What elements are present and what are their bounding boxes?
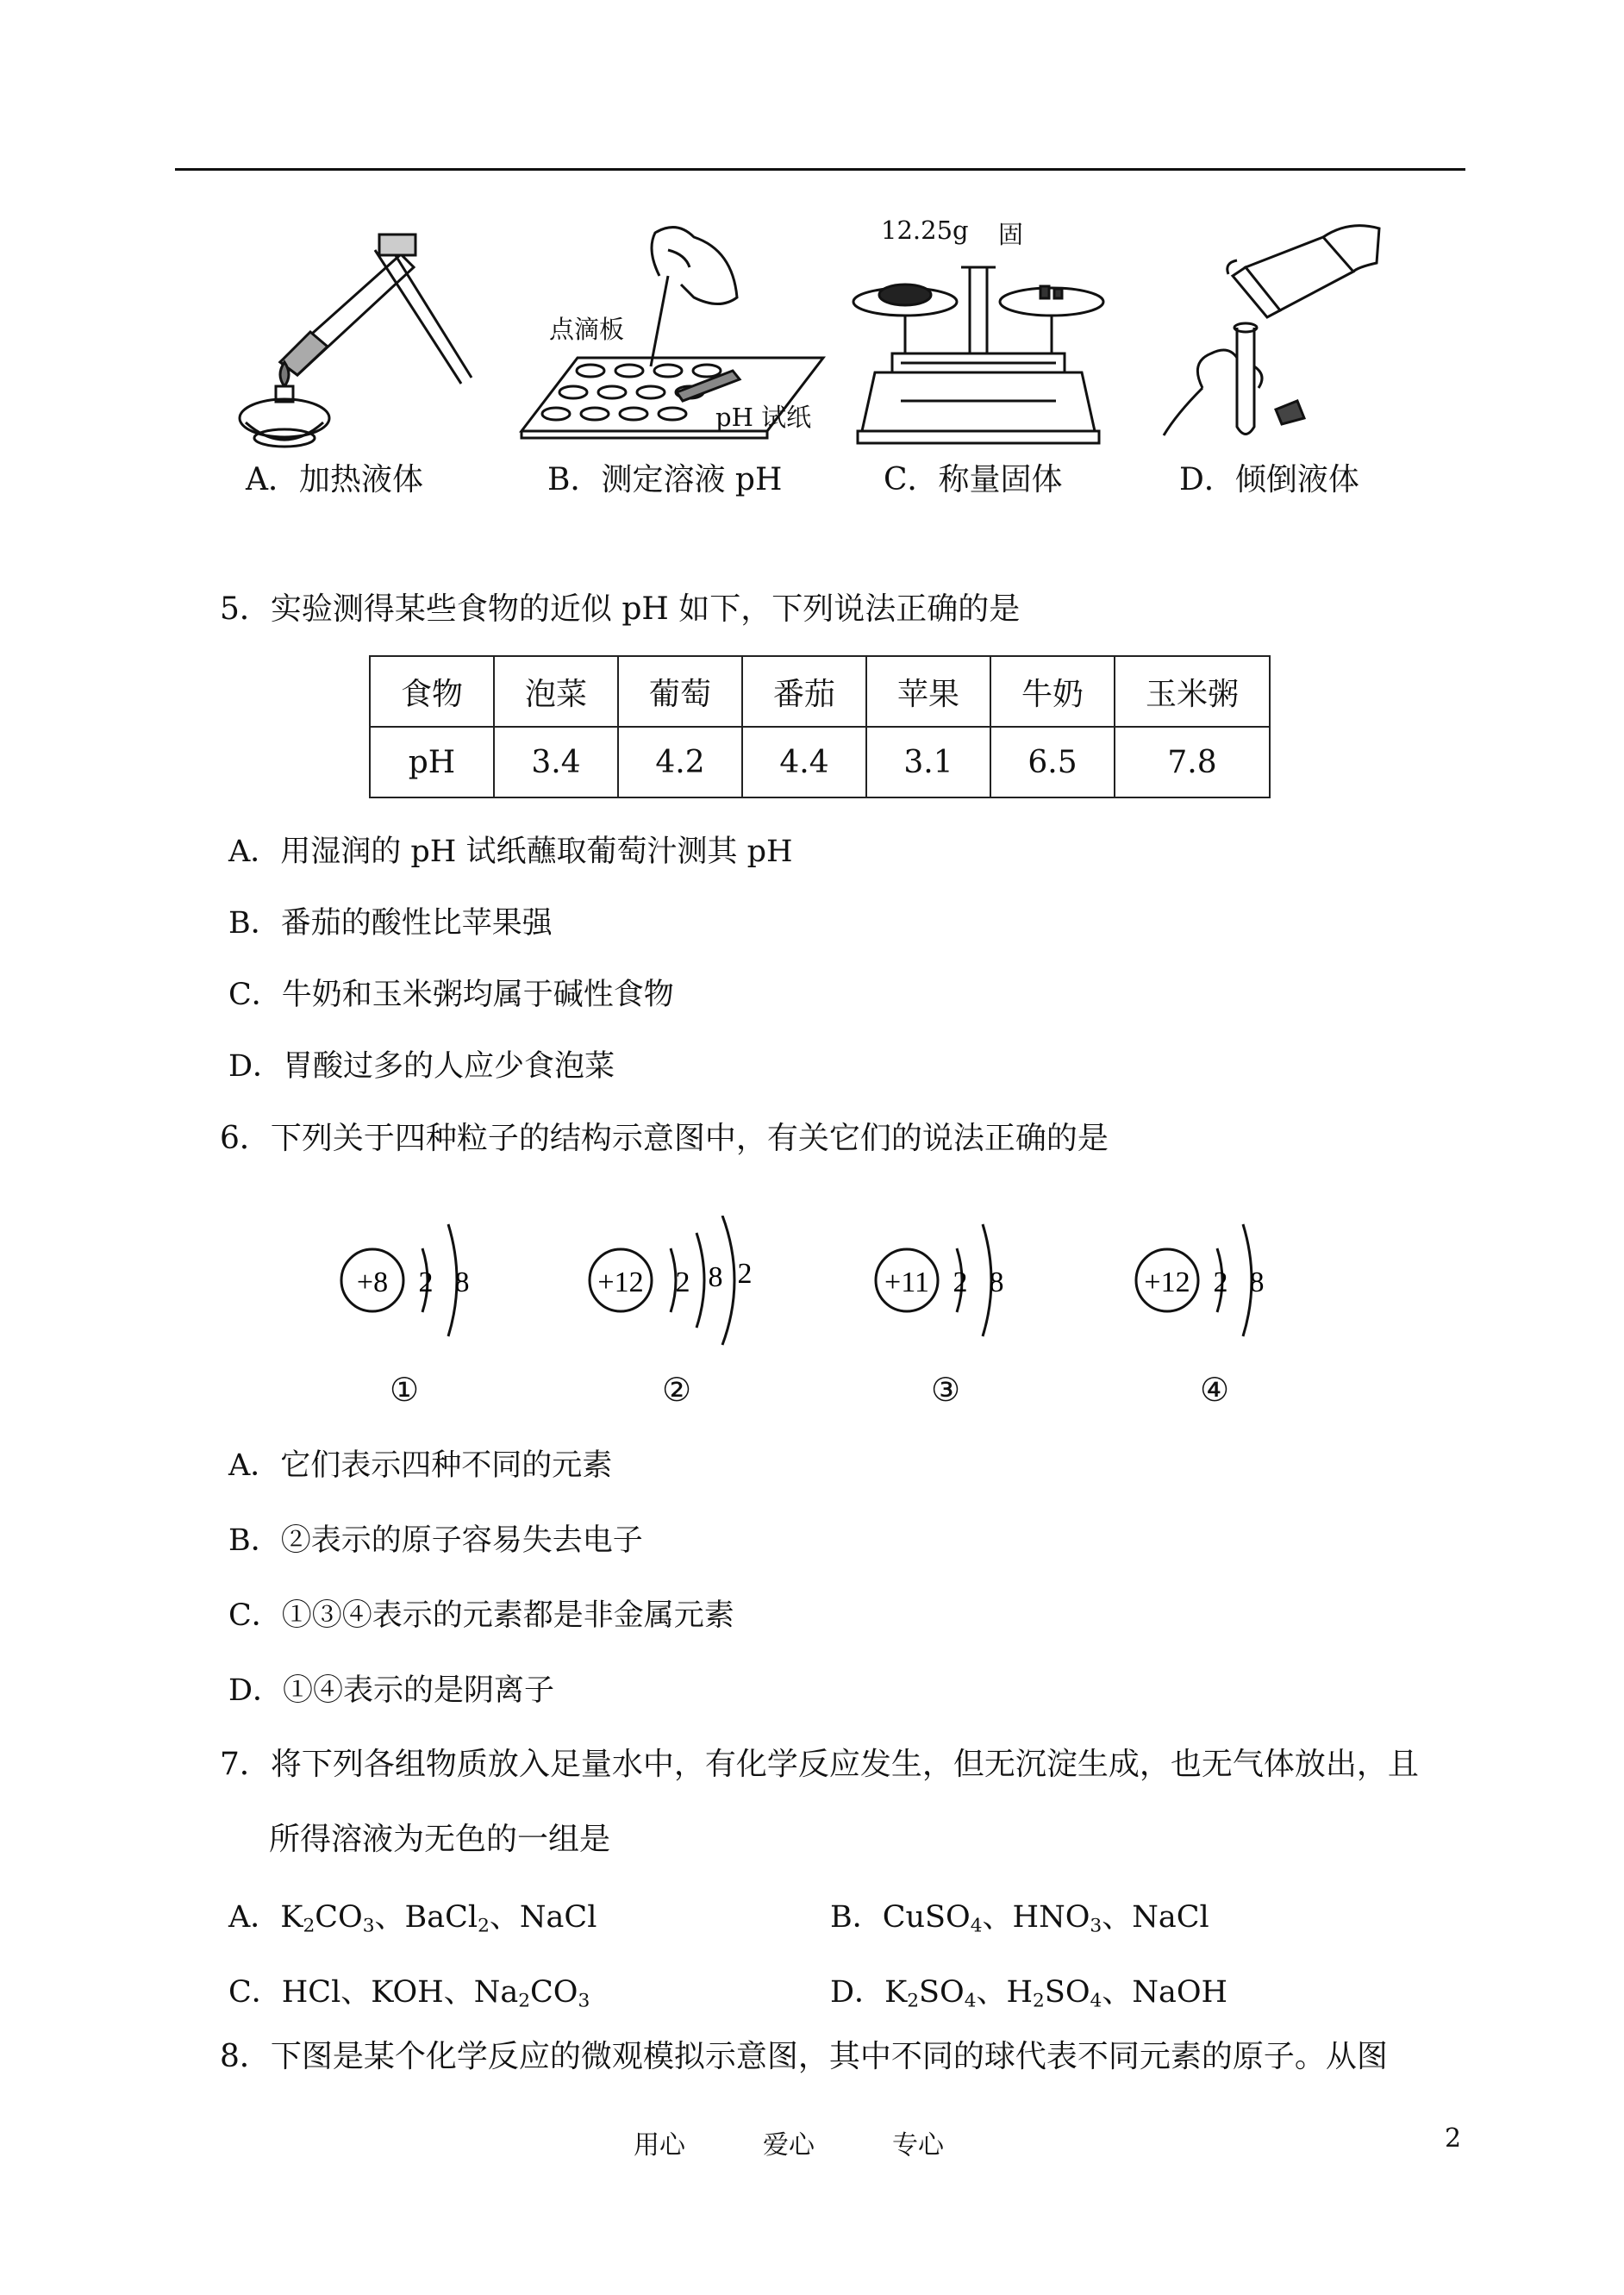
alcohol-lamp-heating-icon <box>228 216 478 448</box>
ph-table-cell: 食物 <box>370 656 494 727</box>
pouring-liquid-icon <box>1151 216 1392 448</box>
shell-electron-count: 8 <box>1249 1266 1265 1298</box>
ph-table-cell: 番茄 <box>742 656 866 727</box>
ph-table-cell: 6.5 <box>990 727 1115 797</box>
ph-table-header-row <box>370 656 1270 727</box>
shell-electron-count: 8 <box>454 1266 470 1298</box>
ph-table <box>369 655 1271 798</box>
particle-number-4: ④ <box>1200 1371 1230 1409</box>
q7-option-a: A．$K_2CO_3$、BaCl$_2$、NaCl <box>228 1900 597 1937</box>
particle-diagram-3 <box>871 1216 1043 1357</box>
figure-c-caption: C．称量固体 <box>884 462 1063 497</box>
footer-word: 爱心 <box>763 2130 815 2161</box>
q6-option-b: B．②表示的原子容易失去电子 <box>228 1523 643 1558</box>
ph-table-cell: 玉米粥 <box>1115 656 1270 727</box>
solid-label: 固 <box>998 220 1024 249</box>
ph-table-cell: 7.8 <box>1115 727 1270 797</box>
particle-diagram-1 <box>336 1216 509 1357</box>
figure-c <box>849 216 1108 448</box>
electron-shell-arc <box>696 1233 704 1328</box>
particle-number-1: ① <box>390 1371 420 1409</box>
figure-b-caption: B．测定溶液 pH <box>547 462 783 497</box>
mass-label: 12.25g <box>881 216 969 245</box>
q7-option-d: D．$K_2SO_4$、$H_2SO_4$、NaOH <box>830 1975 1228 2012</box>
shell-electron-count: 8 <box>708 1261 723 1293</box>
q7-option-b: B．CuSO$_4$、$HNO_3$、NaCl <box>830 1900 1209 1937</box>
nucleus-charge: +12 <box>597 1266 644 1298</box>
electron-shell-arc <box>722 1216 734 1345</box>
q7-option-c: C．HCl、KOH、$Na_2CO_3$ <box>228 1975 590 2012</box>
ph-table-cell: 苹果 <box>866 656 990 727</box>
nucleus-charge: +8 <box>356 1266 389 1298</box>
spot-plate-label: 点滴板 <box>549 315 625 344</box>
ph-table-cell: 4.4 <box>742 727 866 797</box>
figure-d-caption: D．倾倒液体 <box>1179 462 1359 497</box>
footer-word: 专心 <box>892 2130 944 2161</box>
q6-option-a: A．它们表示四种不同的元素 <box>228 1448 613 1483</box>
ph-table-cell: 葡萄 <box>618 656 742 727</box>
shell-electron-count: 2 <box>953 1266 968 1298</box>
shell-electron-count: 2 <box>737 1258 753 1290</box>
q5-option-d: D．胃酸过多的人应少食泡菜 <box>228 1049 615 1084</box>
particle-diagram-2 <box>584 1216 783 1357</box>
figure-a-caption: A．加热液体 <box>246 462 423 497</box>
q7-question-line1: 7．将下列各组物质放入足量水中，有化学反应发生，但无沉淀生成，也无气体放出，且 <box>220 1747 1419 1782</box>
page-number: 2 <box>1445 2123 1462 2154</box>
nucleus-charge: +11 <box>884 1266 929 1298</box>
shell-electron-count: 2 <box>418 1266 434 1298</box>
ph-table-value-row <box>370 727 1270 797</box>
figure-d <box>1151 216 1392 448</box>
q6-question: 6．下列关于四种粒子的结构示意图中，有关它们的说法正确的是 <box>220 1121 1109 1156</box>
ph-table-cell: 泡菜 <box>494 656 618 727</box>
footer-word: 用心 <box>634 2130 685 2161</box>
particle-number-2: ② <box>662 1371 692 1409</box>
header-rule <box>175 168 1465 171</box>
shell-electron-count: 2 <box>1213 1266 1228 1298</box>
q8-question: 8．下图是某个化学反应的微观模拟示意图，其中不同的球代表不同元素的原子。从图 <box>220 2039 1388 2074</box>
q5-option-a: A．用湿润的 pH 试纸蘸取葡萄汁测其 pH <box>228 835 793 869</box>
ph-table-cell: 3.1 <box>866 727 990 797</box>
shell-electron-count: 2 <box>675 1266 690 1298</box>
ph-table-cell: 4.2 <box>618 727 742 797</box>
q5-option-c: C．牛奶和玉米粥均属于碱性食物 <box>228 978 674 1012</box>
figure-a <box>228 216 478 448</box>
q5-option-b: B．番茄的酸性比苹果强 <box>228 906 553 941</box>
balance-icon <box>849 216 1108 448</box>
ph-table-cell: pH <box>370 727 494 797</box>
q5-question: 5．实验测得某些食物的近似 pH 如下，下列说法正确的是 <box>220 591 1021 627</box>
particle-diagram-4 <box>1131 1216 1303 1357</box>
nucleus-charge: +12 <box>1144 1266 1190 1298</box>
particle-number-3: ③ <box>931 1371 961 1409</box>
q6-option-d: D．①④表示的是阴离子 <box>228 1673 555 1708</box>
ph-table-cell: 牛奶 <box>990 656 1115 727</box>
ph-table-cell: 3.4 <box>494 727 618 797</box>
shell-electron-count: 8 <box>989 1266 1004 1298</box>
q6-option-c: C．①③④表示的元素都是非金属元素 <box>228 1598 734 1633</box>
ph-paper-label: pH 试纸 <box>715 403 812 432</box>
q7-question-line2: 所得溶液为无色的一组是 <box>269 1822 611 1857</box>
